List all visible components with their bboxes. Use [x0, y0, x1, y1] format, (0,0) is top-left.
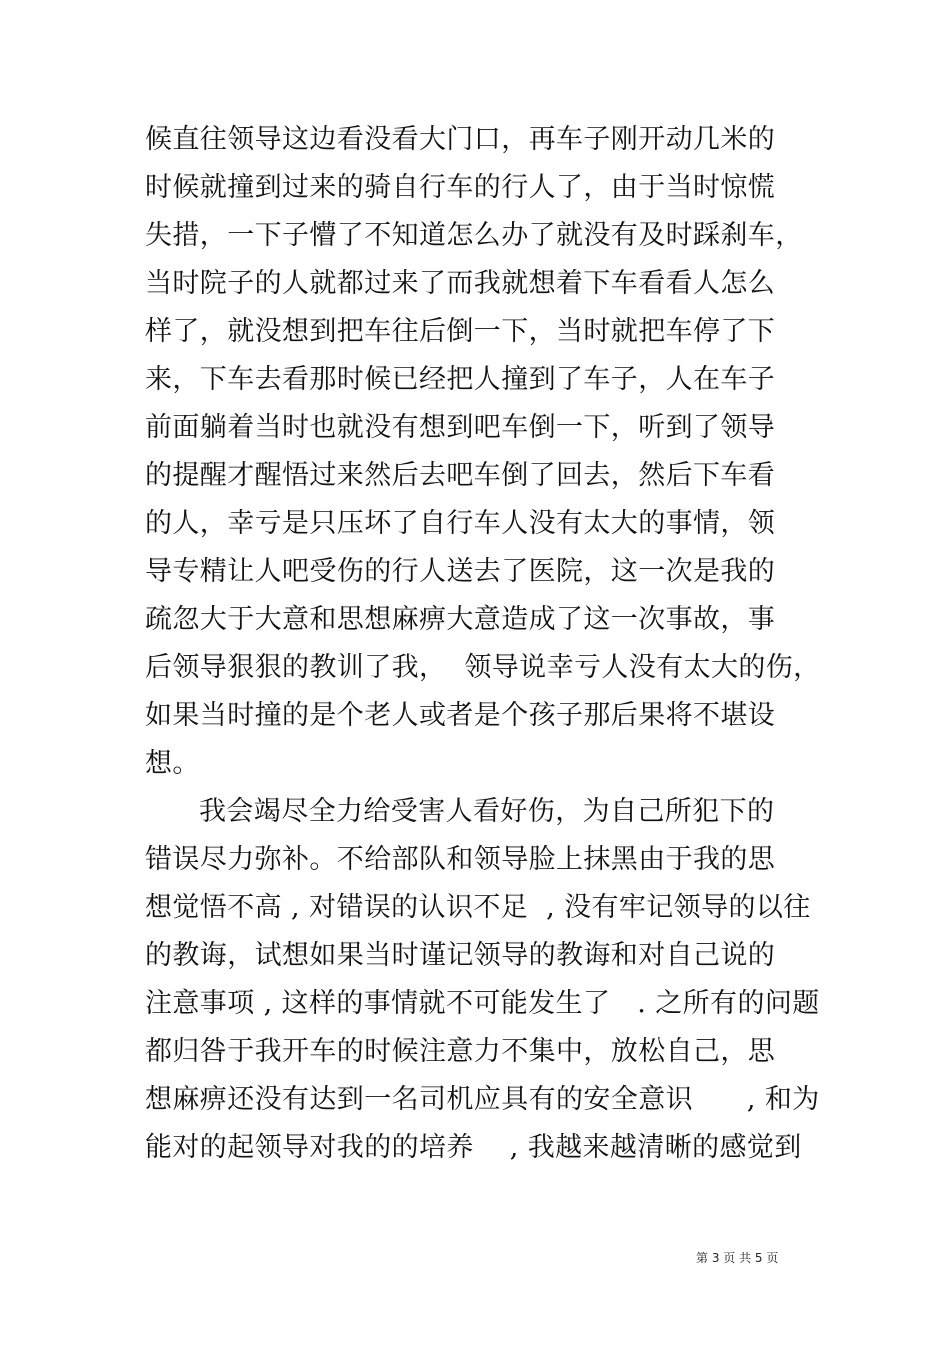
text-line: 来，下车去看那时候已经把人撞到了车子，人在车子 [145, 364, 776, 395]
text-line: 样了，就没想到把车往后倒一下，当时就把车停了下 [145, 316, 776, 347]
text-line: 能对的起领导对我的的培养 , 我越来越清晰的感觉到 [145, 1132, 802, 1163]
text-line: 的提醒才醒悟过来然后去吧车倒了回去，然后下车看 [145, 460, 776, 491]
page-number-footer: 第 3 页 共 5 页 [696, 1251, 779, 1265]
text-line: 都归咎于我开车的时候注意力不集中，放松自己，思 [145, 1036, 776, 1067]
text-line: 时候就撞到过来的骑自行车的行人了，由于当时惊慌 [145, 172, 776, 203]
text-line: 错误尽力弥补。不给部队和领导脸上抹黑由于我的思 [145, 844, 776, 875]
text-line: 当时院子的人就都过来了而我就想着下车看看人怎么 [145, 268, 776, 299]
text-line: 想麻痹还没有达到一名司机应具有的安全意识 , 和为 [145, 1084, 820, 1115]
text-line: 的人，幸亏是只压坏了自行车人没有太大的事情，领 [145, 508, 776, 539]
text-line: 注意事项 , 这样的事情就不可能发生了 . 之所有的问题 [145, 988, 820, 1019]
text-line: 后领导狠狠的教训了我， 领导说幸亏人没有太大的伤， [145, 652, 821, 683]
text-line: 导专精让人吧受伤的行人送去了医院，这一次是我的 [145, 556, 776, 587]
text-line: 前面躺着当时也就没有想到吧车倒一下，听到了领导 [145, 412, 776, 443]
text-line: 疏忽大于大意和思想麻痹大意造成了这一次事故，事 [145, 604, 776, 635]
text-line: 想觉悟不高 , 对错误的认识不足 , 没有牢记领导的以往 [145, 892, 811, 923]
text-line: 的教诲，试想如果当时谨记领导的教诲和对自己说的 [145, 940, 776, 971]
text-line: 失措，一下子懵了不知道怎么办了就没有及时踩刹车， [145, 220, 803, 251]
text-line: 如果当时撞的是个老人或者是个孩子那后果将不堪设 [145, 700, 776, 731]
text-line: 候直往领导这边看没看大门口，再车子刚开动几米的 [145, 124, 776, 155]
paragraph-start-line: 我会竭尽全力给受害人看好伤，为自己所犯下的 [199, 796, 775, 827]
body-text [145, 116, 825, 1172]
text-line: 想。 [145, 748, 200, 779]
